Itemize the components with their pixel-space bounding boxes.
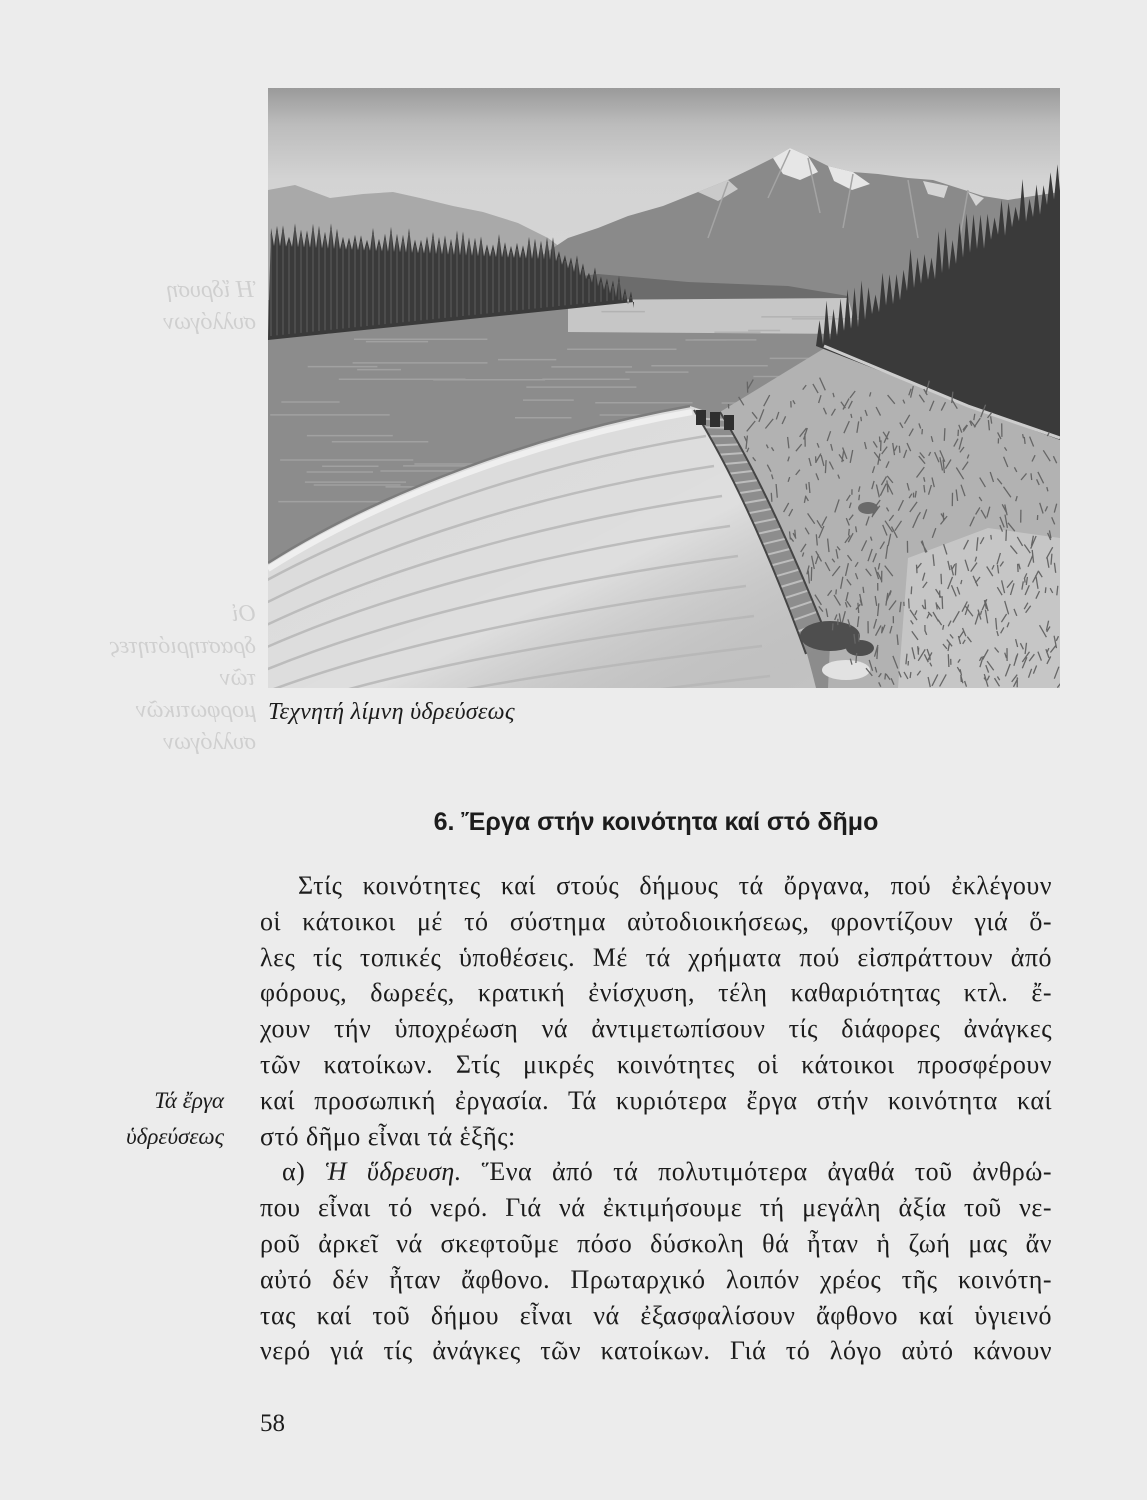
show-through-line: συλλόγων bbox=[163, 309, 256, 335]
item-a-text: Ἕνα ἀπό τά πολυτιμότερα ἀγαθά τοῦ ἀνθρώ- bbox=[481, 1157, 1052, 1187]
show-through-line: Ἡ ἵδρυση bbox=[166, 277, 256, 303]
margin-note-line: Τά ἔργα bbox=[154, 1087, 224, 1113]
text-line: λες τίς τοπικές ὑποθέσεις. Μέ τά χρήματα πού εἰσπράττουν ἀπό bbox=[260, 942, 1052, 972]
text-line: στό δῆμο εἶναι τά ἑξῆς: bbox=[260, 1121, 516, 1151]
text-line: φόρους, δωρεές, κρατική ἐνίσχυση, τέλη καθαριότητας κτλ. ἔ- bbox=[260, 978, 1052, 1008]
water-splash bbox=[822, 660, 870, 680]
show-through-line: Οἱ bbox=[232, 601, 256, 627]
text-line: αὐτό δέν ἦταν ἄφθονο. Πρωταρχικό λοιπόν χρέος τῆς κοινότη- bbox=[260, 1264, 1052, 1294]
illustration-caption: Τεχνητή λίμνη ὑδρεύσεως bbox=[268, 699, 515, 725]
show-through-margin-note bbox=[80, 274, 256, 338]
text-line: τας καί τοῦ δήμου εἶναι νά ἐξασφαλίσουν ἄφθονο καί ὑγιεινό bbox=[260, 1300, 1052, 1330]
text-line: νερό γιά τίς ἀνάγκες τῶν κατοίκων. Γιά τό λόγο αὐτό κάνουν bbox=[260, 1336, 1052, 1366]
lake-illustration bbox=[268, 88, 1060, 688]
section-heading: 6. Ἔργα στήν κοινότητα καί στό δῆμο bbox=[433, 808, 879, 836]
item-a-first-line bbox=[260, 1154, 1052, 1190]
show-through-line: δραστηριότητες bbox=[109, 633, 256, 659]
show-through-line: μορφωτικῶν bbox=[135, 697, 256, 723]
margin-note bbox=[40, 1083, 224, 1155]
text-line: ροῦ ἀρκεῖ νά σκεφτοῦμε πόσο δύσκολη θά ἦταν ἡ ζωή μας ἄν bbox=[260, 1228, 1052, 1258]
item-a-term: Ἡ ὕδρευση. bbox=[325, 1157, 462, 1187]
margin-note-line: ὑδρεύσεως bbox=[126, 1123, 224, 1149]
show-through-margin-note bbox=[70, 598, 256, 758]
page-number: 58 bbox=[260, 1410, 285, 1437]
text-line: χουν τήν ὑποχρέωση νά ἀντιμετωπίσουν τίς διάφορες ἀνάγκες bbox=[260, 1014, 1052, 1044]
text-line: τῶν κατοίκων. Στίς μικρές κοινότητες οἱ κάτοικοι προσφέρουν bbox=[260, 1049, 1052, 1079]
show-through-line: τῶν bbox=[219, 665, 256, 691]
text-line: καί προσωπική ἐργασία. Τά κυριότερα ἔργα στήν κοινότητα καί bbox=[260, 1085, 1052, 1115]
show-through-line: συλλόγων bbox=[163, 729, 256, 755]
text-line: που εἶναι τό νερό. Γιά νά ἐκτιμήσουμε τή μεγάλη ἀξία τοῦ νε- bbox=[260, 1193, 1052, 1223]
text-line: Στίς κοινότητες καί στούς δήμους τά ὄργανα, πού ἐκλέγουν bbox=[298, 871, 1052, 900]
text-line: οἱ κάτοικοι μέ τό σύστημα αὐτοδιοικήσεως, φροντίζουν γιά ὅ- bbox=[260, 906, 1052, 936]
item-a-label: α) bbox=[282, 1157, 306, 1187]
section-body bbox=[260, 868, 1052, 1369]
